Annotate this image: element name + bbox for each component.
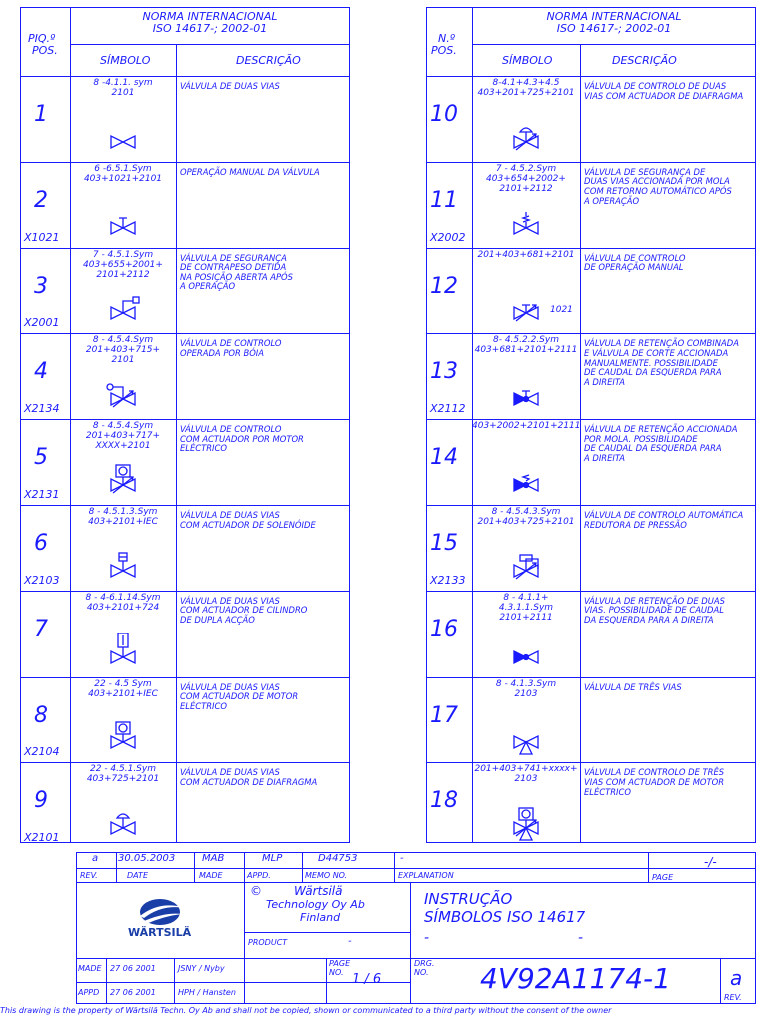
symbol-description: VÁLVULA DE DUAS VIAS COM ACTUADOR DE MOTOR ELÉCTRICO — [180, 681, 299, 711]
wartsila-logo — [98, 892, 218, 944]
explanation-dash: - — [400, 853, 404, 864]
motor-control-valve-icon — [101, 461, 145, 505]
symbol-code: 201+403+741+xxxx+ 2103 — [474, 764, 578, 785]
date-value: 30.05.2003 — [118, 853, 176, 864]
made-by: JSNY / Nyby — [178, 964, 225, 973]
cross-reference-code: X2103 — [24, 573, 60, 587]
cross-reference-code: X1021 — [24, 230, 60, 244]
position-number: 16 — [430, 616, 458, 642]
symbol-code: 8 - 4-6.1.14.Sym 403+2101+724 — [85, 592, 161, 613]
date-label: DATE — [127, 871, 148, 880]
symbol-description: VÁLVULA DE CONTROLO DE DUAS VIAS COM ACTUADOR DE DIAFRAGMA — [584, 81, 744, 101]
position-number: 13 — [430, 359, 458, 385]
cylinder-valve-icon — [101, 633, 145, 677]
symbol-code: 22 - 4.5 Sym 403+2101+IEC — [88, 678, 158, 699]
right-no-label: N.º — [438, 32, 455, 45]
position-number: 15 — [430, 531, 458, 556]
left-symbol-header: SÍMBOLO — [100, 54, 151, 67]
drawing-number: 4V92A1174-1 — [480, 962, 671, 995]
appd-label: APPD. — [247, 871, 271, 880]
document-title-line2: SÍMBOLOS ISO 14617 — [424, 908, 586, 926]
position-number: 1 — [34, 102, 48, 127]
memo-value: D44753 — [318, 853, 358, 864]
drawing-no-label: DRG. NO. — [414, 959, 435, 977]
made-label: MADE — [199, 871, 223, 880]
page-no-label: PAGE NO. — [329, 959, 351, 977]
title-dash-1: - — [424, 930, 430, 946]
symbol-code: 8- 4.5.2.2.Sym 403+681+2101+2111 — [474, 335, 578, 356]
title-dash-2: - — [578, 930, 584, 946]
symbol-description: VÁLVULA DE SEGURANÇA DE CONTRAPESO DETIDA NA POSIÇÃO ABERTA APÓS A OPERAÇÃO — [180, 252, 293, 292]
check-shutoff-valve-icon — [504, 375, 548, 419]
position-number: 17 — [430, 702, 458, 728]
page-label: PAGE — [652, 873, 674, 882]
position-number: 2 — [34, 187, 48, 213]
footer-notice: This drawing is the property of Wärtsilä Techn. Oy Ab and shall not be copied, shown or communicated to a third party without the consent of the owner — [0, 1006, 612, 1015]
company-name: Wärtsilä — [294, 884, 343, 898]
cross-reference-code: X2002 — [430, 230, 466, 244]
symbol-code: 8 -4.1.1. sym 2101 — [93, 78, 153, 98]
logo-text: WÄRTSILÄ — [128, 926, 192, 939]
appd-label-2: APPD — [78, 988, 100, 997]
made-date: 27 06 2001 — [110, 964, 156, 973]
position-number: 3 — [34, 273, 48, 299]
counterweight-safety-valve-icon — [101, 289, 145, 333]
symbol-code: 403+2002+2101+2111 — [472, 421, 581, 432]
manual-control-valve-icon — [504, 289, 548, 333]
right-symbol-header: SÍMBOLO — [502, 54, 553, 67]
symbol-code: 8 - 4.1.1+ 4.3.1.1.Sym 2101+2111 — [498, 592, 554, 623]
cross-reference-code: X2131 — [24, 488, 60, 501]
symbol-code: 8-4.1+4.3+4.5 403+201+725+2101 — [477, 78, 575, 98]
symbol-code: 7 - 4.5.1.Sym 403+655+2001+ 2101+2112 — [83, 249, 163, 280]
symbol-description: VÁLVULA DE CONTROLO OPERADA POR BÓIA — [180, 338, 282, 358]
solenoid-valve-icon — [101, 547, 145, 591]
right-description-header: DESCRIÇÃO — [612, 54, 677, 67]
symbol-code: 8 - 4.1.3.Sym 2103 — [495, 678, 557, 699]
left-description-header: DESCRIÇÃO — [236, 54, 301, 67]
symbol-code: 8 - 4.5.1.3.Sym 403+2101+IEC — [88, 507, 158, 527]
memo-label: MEMO NO. — [305, 871, 348, 880]
company-line2: Technology Oy Ab — [266, 898, 365, 911]
made-value: MAB — [202, 853, 225, 864]
float-control-valve-icon — [101, 375, 145, 419]
position-number: 10 — [430, 102, 458, 127]
symbol-code: 8 - 4.5.4.Sym 201+403+715+ 2101 — [85, 335, 161, 366]
symbol-description: VÁLVULA DE RETENÇÃO COMBINADA E VÁLVULA DE CORTE ACCIONADA MANUALMENTE. POSSIBILIDADE DE CAUDAL DA ESQUERDA PARA A DIREITA — [584, 338, 739, 387]
product-value: - — [348, 936, 352, 947]
explanation-label: EXPLANATION — [398, 871, 454, 880]
made-label-2: MADE — [78, 964, 102, 973]
rev-label: REV. — [80, 871, 98, 880]
symbol-description: VÁLVULA DE RETENÇÃO DE DUAS VIAS. POSSIBILIDADE DE CAUDAL DA ESQUERDA PARA A DIREITA — [584, 595, 725, 625]
symbol-description: VÁLVULA DE DUAS VIAS COM ACTUADOR DE SOLENÓIDE — [180, 510, 316, 530]
cross-reference-code: X2001 — [24, 316, 60, 330]
page-number: 1 / 6 — [352, 972, 382, 987]
manual-valve-icon — [101, 204, 145, 248]
symbol-code: 7 - 4.5.2.Sym 403+654+2002+ 2101+2112 — [486, 163, 566, 194]
three-way-valve-icon — [504, 718, 548, 762]
symbol-description: VÁLVULA DE CONTROLO DE OPERAÇÃO MANUAL — [584, 252, 686, 273]
revision-label: REV. — [724, 993, 742, 1002]
spring-check-valve-icon — [504, 461, 548, 505]
symbol-description: VÁLVULA DE RETENÇÃO ACCIONADA POR MOLA. POSSIBILIDADE DE CAUDAL DA ESQUERDA PARA A DIREITA — [584, 424, 738, 463]
symbol-description: VÁLVULA DE CONTROLO AUTOMÁTICA REDUTORA DE PRESSÃO — [584, 510, 744, 530]
two-way-valve-icon — [101, 118, 145, 162]
symbol-description: VÁLVULA DE DUAS VIAS — [180, 81, 280, 91]
position-number: 12 — [430, 273, 458, 299]
diaphragm-valve-icon — [101, 804, 145, 848]
symbol-description: VÁLVULA DE CONTROLO COM ACTUADOR POR MOTOR ELÉCTRICO — [180, 424, 304, 454]
symbol-code: 8 - 4.5.4.3.Sym 201+403+725+2101 — [477, 507, 575, 527]
pressure-reducing-valve-icon — [504, 547, 548, 591]
symbol-description: VÁLVULA DE SEGURANÇA DE DUAS VIAS ACCIONADA POR MOLA COM RETORNO AUTOMÁTICO APÓS A OPERAÇÃO — [584, 166, 732, 206]
symbol-code: 6 -6.5.1.Sym 403+1021+2101 — [83, 163, 163, 184]
spring-safety-valve-icon — [504, 204, 548, 248]
symbol-code: 8 - 4.5.4.Sym 201+403+717+ XXXX+2101 — [85, 421, 161, 452]
position-number: 18 — [430, 788, 458, 814]
product-label: PRODUCT — [248, 938, 288, 947]
cross-reference-code: X2134 — [24, 402, 60, 416]
appd-value: MLP — [262, 853, 283, 864]
left-norm-header: NORMA INTERNACIONAL ISO 14617-; 2002-01 — [142, 10, 278, 35]
three-way-motor-control-valve-icon — [504, 804, 548, 848]
right-norm-header: NORMA INTERNACIONAL ISO 14617-; 2002-01 — [546, 10, 682, 35]
appd-by: HPH / Hansten — [178, 988, 236, 997]
appd-date: 27 06 2001 — [110, 988, 156, 997]
left-no-label: PIQ.º — [28, 32, 56, 45]
drawing-revision: a — [730, 966, 743, 990]
position-number: 8 — [34, 702, 48, 728]
rev-value: a — [92, 853, 99, 864]
position-number: 9 — [34, 788, 48, 814]
symbol-description: OPERAÇÃO MANUAL DA VÁLVULA — [180, 166, 320, 177]
left-pos-label: POS. — [32, 44, 58, 57]
position-number: 6 — [34, 531, 48, 556]
position-number: 11 — [430, 187, 458, 213]
cross-reference-code: X2104 — [24, 745, 60, 759]
cross-reference-code: X2133 — [430, 573, 466, 587]
position-number: 14 — [430, 445, 458, 471]
symbol-description: VÁLVULA DE DUAS VIAS COM ACTUADOR DE CILINDRO DE DUPLA ACÇÃO — [180, 595, 308, 625]
symbol-description: VÁLVULA DE DUAS VIAS COM ACTUADOR DE DIAFRAGMA — [180, 767, 318, 787]
diaphragm-control-valve-icon — [504, 118, 548, 162]
position-number: 7 — [34, 616, 48, 642]
page-value: -/- — [704, 855, 717, 869]
position-number: 5 — [34, 445, 48, 471]
cross-reference-code: X2112 — [430, 402, 466, 416]
copyright-symbol: © — [250, 884, 262, 898]
company-line3: Finland — [300, 911, 341, 924]
cross-reference-code: X2101 — [24, 831, 60, 845]
symbol-code: 22 - 4.5.1.Sym 403+725+2101 — [86, 764, 160, 785]
symbol-extra-code: 1021 — [550, 305, 573, 316]
document-title-line1: INSTRUÇÃO — [424, 890, 513, 908]
symbol-description: VÁLVULA DE TRÊS VIAS — [584, 681, 682, 692]
position-number: 4 — [34, 359, 48, 385]
check-valve-icon — [504, 633, 548, 677]
right-pos-label: POS. — [431, 44, 457, 57]
symbol-description: VÁLVULA DE CONTROLO DE TRÊS VIAS COM ACTUADOR DE MOTOR ELÉCTRICO — [584, 767, 725, 797]
symbol-code: 201+403+681+2101 — [477, 249, 575, 260]
motor-valve-icon — [101, 718, 145, 762]
